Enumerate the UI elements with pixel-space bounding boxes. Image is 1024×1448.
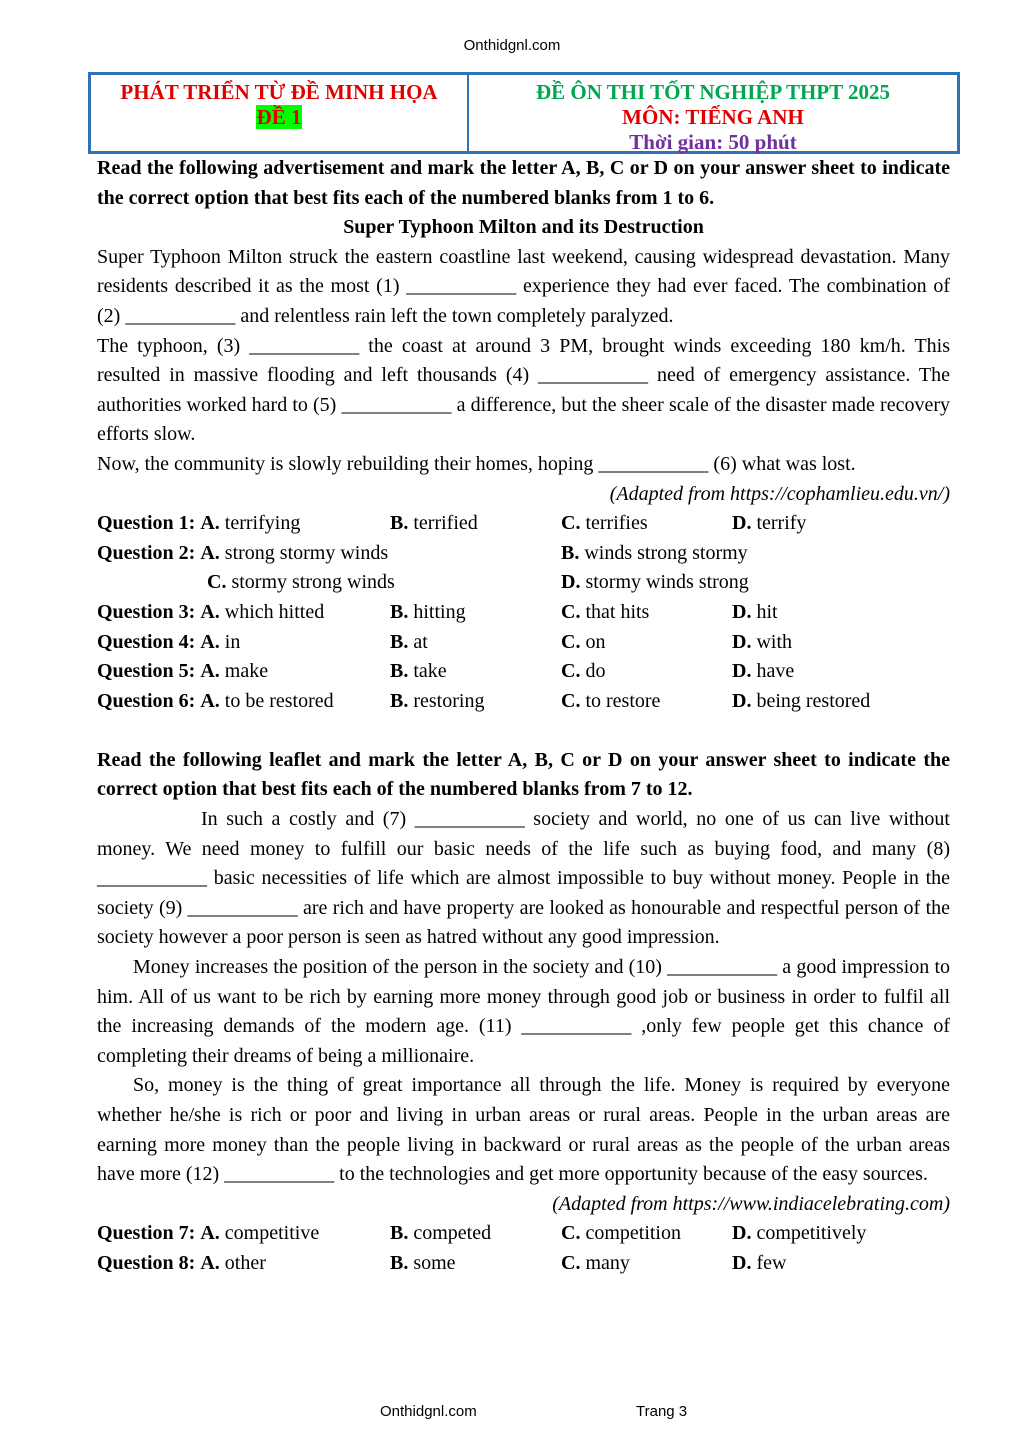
option-b: restoring [413, 689, 485, 712]
site-header-text: Onthidgnl.com [463, 37, 561, 54]
option-letter: A. [200, 630, 220, 653]
option-b: take [413, 660, 447, 683]
option-a: to be restored [224, 689, 334, 712]
option-letter: C. [561, 1222, 581, 1245]
option-a: in [224, 630, 241, 653]
option-b: some [413, 1251, 456, 1274]
section1-paragraph-3: Now, the community is slowly rebuilding their homes, hoping ___________ (6) what was lost. [97, 452, 856, 475]
option-letter: A. [200, 600, 220, 623]
header-exam-number [91, 105, 467, 130]
header-right-cell [469, 75, 957, 154]
section2-paragraph-3: So, money is the thing of great importance all through the life. Money is required by everyone whether he/she is rich or poor and living in urban areas or rural areas. People in the urban areas are earning more money than the people living in backward or rural areas as the people of the urban areas have more (12) ___________ to the technologies and get more opportunity because of the easy sources. [97, 1074, 950, 1186]
option-letter: C. [207, 571, 227, 594]
option-b: at [413, 630, 428, 653]
option-letter: D. [732, 689, 752, 712]
header-time: Thời gian: 50 phút [629, 130, 797, 154]
question-label: Question 1: [97, 512, 196, 535]
question-label: Question 4: [97, 630, 196, 653]
question-row-3 [97, 598, 950, 628]
option-letter: C. [561, 630, 581, 653]
question-label: Question 7: [97, 1222, 196, 1245]
question-row-2 [97, 539, 950, 569]
option-c: do [585, 660, 606, 683]
option-letter: C. [561, 660, 581, 683]
section1-paragraph-1: Super Typhoon Milton struck the eastern coastline last weekend, causing widespread devastation. Many residents described it as the most (1) ___________ experience they had ever faced. The combination of (2) ___________ and relentless rain left the town completely paralyzed. [97, 245, 950, 327]
option-letter: A. [200, 689, 220, 712]
question-row-4 [97, 628, 950, 658]
section1-title: Super Typhoon Milton and its Destruction [343, 216, 704, 239]
option-letter: D. [732, 600, 752, 623]
question-row-6 [97, 687, 950, 717]
question-row-8 [97, 1249, 950, 1279]
question-label: Question 6: [97, 689, 196, 712]
option-letter: A. [200, 512, 220, 535]
section2-instruction: Read the following leaflet and mark the letter A, B, C or D on your answer sheet to indicate the correct option that best fits each of the numbered blanks from 7 to 12. [97, 748, 950, 801]
option-letter: B. [390, 630, 409, 653]
option-d: hit [756, 600, 778, 623]
option-c: stormy strong winds [231, 571, 395, 594]
section-gap [97, 716, 950, 746]
option-letter: D. [732, 660, 752, 683]
option-letter: D. [732, 1251, 752, 1274]
option-d: terrify [756, 512, 807, 535]
option-d: few [756, 1251, 787, 1274]
option-letter: B. [390, 1222, 409, 1245]
option-d: with [756, 630, 793, 653]
option-letter: C. [561, 600, 581, 623]
option-a: strong stormy winds [224, 541, 389, 564]
option-d: have [756, 660, 795, 683]
exam-number-highlight: ĐỀ 1 [256, 105, 302, 129]
option-letter: B. [390, 1251, 409, 1274]
option-c: on [585, 630, 606, 653]
header-exam-title: ĐỀ ÔN THI TỐT NGHIỆP THPT 2025 [536, 80, 890, 104]
option-letter: B. [561, 541, 580, 564]
exam-content [97, 154, 950, 1279]
header-subject: MÔN: TIẾNG ANH [622, 105, 804, 129]
question-row-5 [97, 657, 950, 687]
option-letter: B. [390, 689, 409, 712]
footer-page-number: Trang 3 [636, 1403, 688, 1420]
footer-site: Onthidgnl.com [380, 1403, 477, 1420]
option-letter: C. [561, 512, 581, 535]
question-label: Question 8: [97, 1251, 196, 1274]
option-letter: A. [200, 660, 220, 683]
option-letter: C. [561, 1251, 581, 1274]
section1-source: (Adapted from https://cophamlieu.edu.vn/) [609, 482, 950, 505]
section1-paragraph-2: The typhoon, (3) ___________ the coast at around 3 PM, brought winds exceeding 180 km/h. This resulted in massive flooding and left thousands (4) ___________ need of emergency assistance. The authorities worked hard to (5) ___________ a difference, but the sheer scale of the disaster made recovery efforts slow. [97, 334, 950, 446]
header-origin-title: PHÁT TRIỂN TỪ ĐỀ MINH HỌA [120, 80, 438, 104]
section2-paragraph-1: In such a costly and (7) ___________ society and world, no one of us can live without money. We need money to fulfill our basic needs of the life such as buying food, and many (8) ___________ basic necessities of life which are almost impossible to buy without money. People in the society (9) ___________ are rich and have property are looked as honourable and respectful person of the society however a poor person is seen as hatred without any good impression. [97, 808, 950, 949]
section2-paragraph-2: Money increases the position of the person in the society and (10) ___________ a good impression to him. All of us want to be rich by earning more money through good job or business in order to fulfil all the increasing demands of the modern age. (11) ___________ ,only few people get this chance of completing their dreams of being a millionaire. [97, 956, 950, 1067]
option-a: terrifying [224, 512, 301, 535]
option-letter: C. [561, 689, 581, 712]
question-row-2b [97, 568, 950, 598]
option-d: stormy winds strong [585, 571, 749, 594]
section1-instruction: Read the following advertisement and mark the letter A, B, C or D on your answer sheet to indicate the correct option that best fits each of the numbered blanks from 1 to 6. [97, 157, 950, 209]
option-letter: B. [390, 600, 409, 623]
option-a: make [224, 660, 269, 683]
question-label: Question 2: [97, 541, 196, 564]
option-a: which hitted [224, 600, 325, 623]
option-letter: B. [390, 512, 409, 535]
question-label: Question 3: [97, 600, 196, 623]
option-d: competitively [756, 1222, 867, 1245]
option-b: winds strong stormy [584, 541, 748, 564]
option-c: many [585, 1251, 630, 1274]
option-c: competition [585, 1222, 681, 1245]
option-letter: A. [200, 1222, 220, 1245]
question-row-1 [97, 509, 950, 539]
option-b: terrified [413, 512, 478, 535]
option-b: competed [413, 1222, 492, 1245]
question-row-7 [97, 1219, 950, 1249]
option-letter: B. [390, 660, 409, 683]
option-letter: D. [732, 512, 752, 535]
option-letter: D. [732, 1222, 752, 1245]
option-letter: A. [200, 541, 220, 564]
option-c: that hits [585, 600, 650, 623]
option-c: to restore [585, 689, 661, 712]
option-a: competitive [224, 1222, 320, 1245]
option-b: hitting [413, 600, 466, 623]
question-label: Question 5: [97, 660, 196, 683]
header-left-cell [91, 75, 469, 151]
option-letter: D. [561, 571, 581, 594]
option-d: being restored [756, 689, 871, 712]
option-letter: D. [732, 630, 752, 653]
section2-source: (Adapted from https://www.indiacelebrating.com) [552, 1192, 950, 1215]
option-a: other [224, 1251, 266, 1274]
option-c: terrifies [585, 512, 648, 535]
exam-header-box [88, 72, 960, 154]
option-letter: A. [200, 1251, 220, 1274]
